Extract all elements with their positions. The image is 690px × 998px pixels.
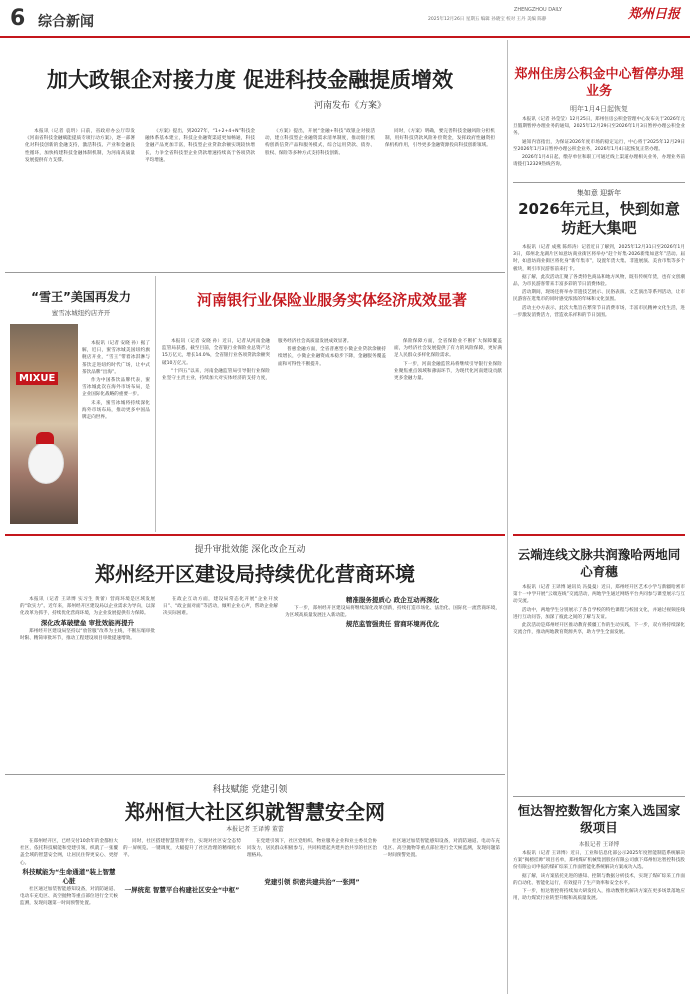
kicker: 集如意 迎新年 — [576, 189, 622, 197]
paragraph: 在郑州经开区，已经交付10余年的金都恒大社区，依托科技赋能和党建引领，织就了一张覆盖全域的智慧安全网，让居民住得更安心、更舒心。 — [20, 839, 118, 866]
story-5 — [0, 534, 505, 772]
paragraph: 本报讯（记者 安晓 孙）据了解，近日，蜜雪冰城美国纽约旗舰店开业，“雪王”带着冰淇淋与茶饮走进纽约时代广场，让中式茶饮品牌“出海”。 — [82, 341, 150, 375]
sub-heading: 深化改革破壁垒 审批效能再提升 — [40, 618, 135, 627]
headline: 郑州住房公积金中心暂停办理业务 — [514, 67, 684, 99]
paragraph: 在党建引领下，社区党组织、物业服务企业和业主委员会协同发力，居民群众积极参与，共同构建起共建共治共享的社区治理格局。 — [247, 839, 377, 859]
paper-en: ZHENGZHOU DAILY — [513, 7, 563, 13]
col-4 — [383, 838, 500, 994]
sub-heading: 党建引领 织密共建共治“一张网” — [264, 877, 360, 886]
sub-heading: 一屏统览 智慧平台构建社区安全“中枢” — [124, 885, 240, 894]
paragraph: 此次活动是郑州经开区推动教育援疆工作的生动实践，下一步，双方将持续深化交流合作，推动两地教育资源共享，助力学生全面发展。 — [513, 623, 685, 636]
section-title: 综合新闻 — [38, 14, 94, 30]
store-photo — [10, 324, 78, 524]
paragraph: 本报讯（记者 安晓 孙）近日，记者从河南金融监管局获悉，截至目前，全省银行业保险业总资产达15万亿元，增长14.0%，全省银行业各项贷款余额突破10万亿元。 — [162, 339, 270, 366]
page-number: 6 — [10, 6, 26, 31]
paragraph: “十四五”以来，河南金融监管局引导银行业保险业坚守主责主业，持续加大对实体经济的支持力度，服务经济社会高质量发展成效显著。 — [162, 339, 352, 382]
body — [513, 850, 685, 994]
headline: “雪王”美国再发力 — [31, 290, 131, 304]
headline: 加大政银企对接力度 促进科技金融提质增效 — [46, 67, 454, 92]
photo-story — [10, 288, 152, 528]
body — [513, 244, 685, 530]
mascot-crown — [36, 432, 54, 444]
paragraph: 本报讯（记者 王译博 实习生 黄蕾）营商环境是区域发展的“软实力”。近年来，郑州经开区建设局以企业需求为导向，以深化改革为抓手，持续优化营商环境，为企业发展提供有力保障。 — [20, 597, 155, 617]
paragraph: 本报讯（记者 王译博 通讯员 冯曼曼）近日，郑州经开区艺术小学与新疆哈密市第十一中学开展“云端连线”交流活动，两地学生通过网络平台共同参与课堂展示与互动交流。 — [513, 585, 685, 605]
col-middle — [163, 596, 278, 770]
snowman-mascot — [28, 442, 64, 484]
body — [25, 128, 495, 268]
paragraph: 《方案》提出，到2027年，“1+2+4+N”科技金融体系基本建立，科技企业融资渠道更加畅通，科技金融产品更加丰富，科技型企业贷款余额实现较快增长，力争全省科技型企业贷款增速持续高于各项贷款平均增速。 — [145, 129, 255, 163]
col-2 — [123, 838, 241, 994]
body — [82, 288, 150, 524]
paragraph: 据了解，此次活动汇聚了各类特色商品和地方风物，既有传统年货，也有文创潮品，为市民游客带来丰富多彩的节日消费体验。 — [513, 274, 685, 288]
sub-heading: 科技赋能为“生命通道”装上智慧心脏 — [22, 867, 116, 885]
paper-logo: 郑州日报 — [628, 7, 681, 22]
col-3 — [247, 838, 377, 994]
paragraph: 活动主办方表示，此次大集旨在繁荣节日消费市场，丰富市民精神文化生活，进一步激发消费活力，营造欢乐祥和的节日氛围。 — [513, 305, 685, 318]
paragraph: 郑州经开区建设局坚持以“放管服”改革为主线，不断压缩审批时限、精简审批环节，推动工程建设项目审批提速增效。 — [20, 628, 155, 641]
kicker: 科技赋能 党建引领 — [212, 785, 288, 795]
story-1 — [0, 50, 505, 270]
headline: 郑州经开区建设局持续优化营商环境 — [95, 562, 415, 586]
paragraph: 作为中国茶饮品牌代表，蜜雪冰城此次在海外市场布局，是企业国际化战略的重要一步。 — [82, 378, 150, 398]
story-3 — [513, 186, 685, 532]
paragraph: 本报讯（记者 王译博）近日，工业和信息化部公示2025年度智能制造系统解决方案“揭榜挂帅”项目名单，郑州煤矿机械集团股份有限公司旗下郑州恒达智控科技股份有限公司申报的煤矿综采工作面智能化系统解决方案成功入选。 — [513, 851, 685, 871]
paragraph: 本报讯（记者 孙莹莹）12月25日，郑州住房公积金管理中心发布关于2026年元旦假期暂停办理业务的通知，2025年12月29日至2026年1月3日暂停办理公积金业务。 — [513, 117, 685, 137]
headline: 河南银行业保险业服务实体经济成效显著 — [197, 291, 468, 309]
byline: 本报记者 王译博 — [578, 842, 620, 848]
paragraph: 下一步，恒达智控将持续加大研发投入，推动数智化解决方案在更多场景落地应用，助力煤炭行业转型升级和高质量发展。 — [513, 889, 685, 902]
subhead: 明年1月4日起恢复 — [570, 105, 628, 113]
story-7 — [0, 774, 505, 996]
byline: 本报记者 王译博 董蕾 — [226, 826, 284, 833]
paragraph: 活动中，两地学生分别展示了各自学校的特色课程与校园文化，并通过视频连线进行互动问答，加深了彼此之间的了解与友谊。 — [513, 607, 685, 620]
headline: 2026年元旦，快到如意坊赶大集吧 — [518, 200, 680, 237]
body — [513, 584, 685, 792]
paragraph: 本报讯（记者 成燕 陈炜涛）记者近日了解到，2025年12月31日至2026年1月3日，郑州北龙湖片区如意坊商业街区将举办“赶个好集·2026新集如意年”活动。届时，如意坊商业街区将化身“新年集市”，设置年货大集、非遗展演、美食市集等多个板块，吸引市民游客前来打卡。 — [513, 245, 685, 272]
headline: 云端连线文脉共润豫哈两地同心育穗 — [517, 547, 681, 579]
kicker: 提升审批效能 深化改企互动 — [194, 545, 306, 555]
sub-heading: 精准服务提质心 政企互动再深化 — [345, 596, 440, 604]
paragraph: 普惠金融方面，全省普惠型小微企业贷款余额持续增长，小微企业融资成本稳步下降，金融服务覆盖面和可得性不断提升。 — [278, 347, 386, 367]
paragraph: 保险保障方面，全省保险业不断扩大保障覆盖面，为经济社会发展提供了有力的风险保障，更好满足人民群众多样化保险需求。 — [394, 339, 502, 359]
subhead: 河南发布《方案》 — [313, 101, 386, 111]
paragraph: 在政企互动方面，建设局常态化开展“企业开放日”、“政企面对面”等活动，倾听企业心声，帮助企业解决实际困难。 — [163, 597, 278, 617]
masthead — [0, 0, 690, 48]
subhead: 蜜雪冰城纽约店齐开 — [51, 309, 111, 317]
paragraph: 通知内容指出，为保证2026年度市场的稳定运行，中心将于2025年12月29日至2026年1月3日暂停办理公积金业务，2026年1月4日起恢复正常办理。 — [513, 139, 685, 152]
paragraph: 未来，蜜雪冰城将持续深化海外市场布局，推动更多中国品牌走向世界。 — [82, 400, 150, 421]
paragraph: 社区通过加装智能感知设备，对消防通道、电动车充电区、高空抛物等重点部位进行全天候监测，发现问题第一时间预警处置。 — [20, 886, 118, 907]
headline: 郑州恒大社区织就智慧安全网 — [125, 800, 385, 824]
sub-heading: 规范监管强责任 营商环境再优化 — [345, 620, 440, 629]
store-sign: MIXUE — [16, 372, 58, 385]
paragraph: 《方案》提出，开展“金融+科技”政银企对接活动，建立科技型企业融资需求清单制度，推动银行机构创新信贷产品和服务模式，综合运用贷款、债券、股权、保险等多种方式支持科技创新。 — [265, 129, 375, 156]
paragraph: 下一步，河南金融监管局将继续引导银行业保险业聚焦重点领域和薄弱环节，为现代化河南建设贡献更多金融力量。 — [394, 361, 502, 382]
col-1 — [20, 838, 118, 994]
col-left — [20, 596, 155, 770]
paragraph: 活动期间，现场还将举办非遗技艺展示、民俗表演、文艺演出等系列活动，让市民游客在逛集市的同时感受浓浓的年味和文化氛围。 — [513, 290, 685, 303]
paragraph: 下一步，郑州经开区建设局将继续深化改革创新，持续打造市场化、法治化、国际化一流营商环境，为区域高质量发展注入新动能。 — [285, 606, 500, 619]
paragraph: 同时，社区搭建智慧管理平台，实现对社区安全态势的一屏统览、一键调度，大幅提升了社区治理的精细化水平。 — [123, 839, 241, 859]
body — [513, 116, 685, 180]
story-4 — [162, 290, 502, 530]
paragraph: 社区通过加装智能感知设备，对消防通道、电动车充电区、高空抛物等重点部位进行全天候监测，发现问题第一时间预警处置。 — [383, 839, 500, 859]
headline: 恒达智控数智化方案入选国家级项目 — [517, 803, 681, 835]
col-right — [285, 596, 500, 770]
date-line: 2025年12月26日 星期五 编辑 孙晓宝 校对 王丹 美编 陈静 — [428, 17, 547, 22]
story-6 — [513, 534, 685, 794]
story-2 — [513, 48, 685, 180]
paragraph: 同时，《方案》明确，要完善科技金融风险分担机制，用好科技贷款风险补偿资金，发挥政府性融资担保机构作用，引导更多金融资源投向科技创新领域。 — [385, 129, 495, 149]
story-8 — [513, 800, 685, 996]
paragraph: 据了解，该方案依托先进的感知、控制与数据分析技术，实现了煤矿综采工作面的自动化、智能化运行，有效提升了生产效率和安全水平。 — [513, 873, 685, 886]
body — [162, 338, 502, 528]
paragraph: 2026年1月4日起，缴存单位和职工可通过线上渠道办理相关业务，办理业务前请拨打12329热线咨询。 — [513, 155, 685, 168]
paragraph: 本报讯（记者 袁玥）日前，省政府办公厅印发《河南省科技金融赋能提质专项行动方案》，逐一部署化对科技创新的金融支持，激活科技、产业和金融良性循环，加快构建科技金融体制机制，为河南高质量发展提供有力支撑。 — [25, 129, 135, 163]
